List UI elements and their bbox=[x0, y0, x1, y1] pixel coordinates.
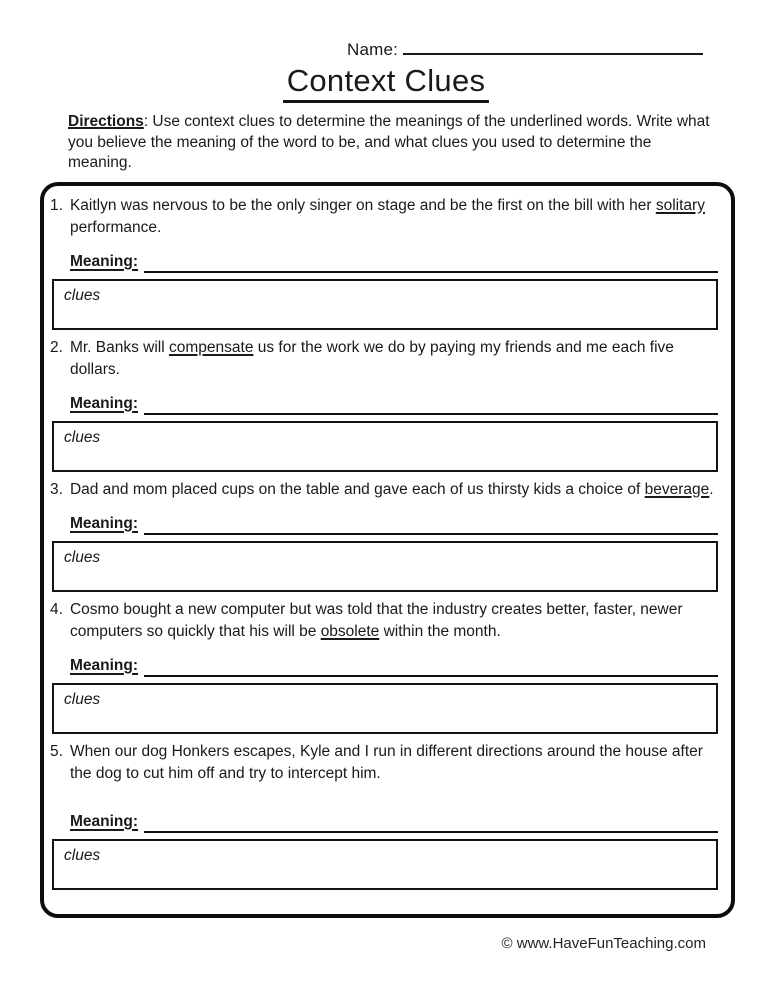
question-number: 5. bbox=[50, 742, 63, 760]
question-text bbox=[50, 195, 718, 239]
question-text-before: Mr. Banks will bbox=[69, 338, 169, 356]
clues-box[interactable] bbox=[52, 839, 718, 890]
name-label: Name: bbox=[347, 40, 399, 59]
meaning-row bbox=[70, 811, 718, 833]
clues-box[interactable] bbox=[52, 421, 718, 472]
underlined-word: obsolete bbox=[320, 622, 380, 640]
question-item-1 bbox=[50, 195, 718, 330]
question-text-before: Cosmo bought a new computer but was told that the industry creates better, faster, newer computers so quickly that his will be bbox=[69, 600, 683, 640]
meaning-write-line[interactable] bbox=[144, 255, 718, 273]
meaning-row bbox=[70, 393, 718, 415]
meaning-write-line[interactable] bbox=[144, 815, 718, 833]
meaning-label: Meaning: bbox=[70, 656, 139, 674]
directions-label: Directions bbox=[68, 113, 144, 130]
question-item-2 bbox=[50, 337, 718, 472]
clues-label: clues bbox=[64, 428, 101, 446]
questions-box bbox=[40, 182, 735, 918]
meaning-write-line[interactable] bbox=[144, 517, 718, 535]
question-text-after: . bbox=[709, 480, 714, 498]
directions bbox=[68, 112, 716, 174]
question-text-after: within the month. bbox=[379, 622, 501, 640]
meaning-row bbox=[70, 251, 718, 273]
meaning-label: Meaning: bbox=[70, 812, 139, 830]
question-text-before: When our dog Honkers escapes, Kyle and I run in different directions around the house after the dog to cut him off and try to intercept him. bbox=[69, 742, 703, 782]
name-write-line[interactable] bbox=[403, 40, 703, 55]
question-text bbox=[50, 599, 718, 643]
footer bbox=[0, 935, 772, 952]
clues-box[interactable] bbox=[52, 279, 718, 330]
clues-label: clues bbox=[64, 286, 101, 304]
meaning-label: Meaning: bbox=[70, 394, 139, 412]
question-number: 2. bbox=[50, 338, 63, 356]
clues-box[interactable] bbox=[52, 541, 718, 592]
clues-label: clues bbox=[64, 548, 101, 566]
meaning-row bbox=[70, 513, 718, 535]
question-text-after: performance. bbox=[70, 218, 162, 236]
clues-label: clues bbox=[64, 846, 101, 864]
title-row bbox=[0, 63, 772, 103]
underlined-word: compensate bbox=[169, 338, 254, 356]
meaning-row bbox=[70, 655, 718, 677]
meaning-label: Meaning: bbox=[70, 514, 139, 532]
underlined-word: beverage bbox=[644, 480, 710, 498]
question-text bbox=[50, 337, 718, 381]
question-item-3 bbox=[50, 479, 718, 592]
page-title: Context Clues bbox=[283, 63, 490, 103]
name-row bbox=[347, 0, 772, 60]
clues-box[interactable] bbox=[52, 683, 718, 734]
question-number: 1. bbox=[50, 196, 63, 214]
question-text bbox=[50, 741, 718, 785]
meaning-label: Meaning: bbox=[70, 252, 139, 270]
question-text-after: us for the work we do by paying my friends and me each five dollars. bbox=[70, 338, 674, 378]
question-item-5 bbox=[50, 741, 718, 890]
question-text-before: Dad and mom placed cups on the table and gave each of us thirsty kids a choice of bbox=[69, 480, 645, 498]
question-number: 3. bbox=[50, 480, 63, 498]
copyright-text: © www.HaveFunTeaching.com bbox=[501, 934, 706, 952]
meaning-write-line[interactable] bbox=[144, 397, 718, 415]
question-item-4 bbox=[50, 599, 718, 734]
question-text-before: Kaitlyn was nervous to be the only singer on stage and be the first on the bill with her bbox=[69, 196, 656, 214]
question-number: 4. bbox=[50, 600, 63, 618]
underlined-word: solitary bbox=[655, 196, 705, 214]
meaning-write-line[interactable] bbox=[144, 659, 718, 677]
clues-label: clues bbox=[64, 690, 101, 708]
question-text bbox=[50, 479, 718, 501]
directions-text: : Use context clues to determine the meanings of the underlined words. Write what you believe the meaning of the word to be, and what clues you used to determine the meaning. bbox=[68, 113, 710, 171]
